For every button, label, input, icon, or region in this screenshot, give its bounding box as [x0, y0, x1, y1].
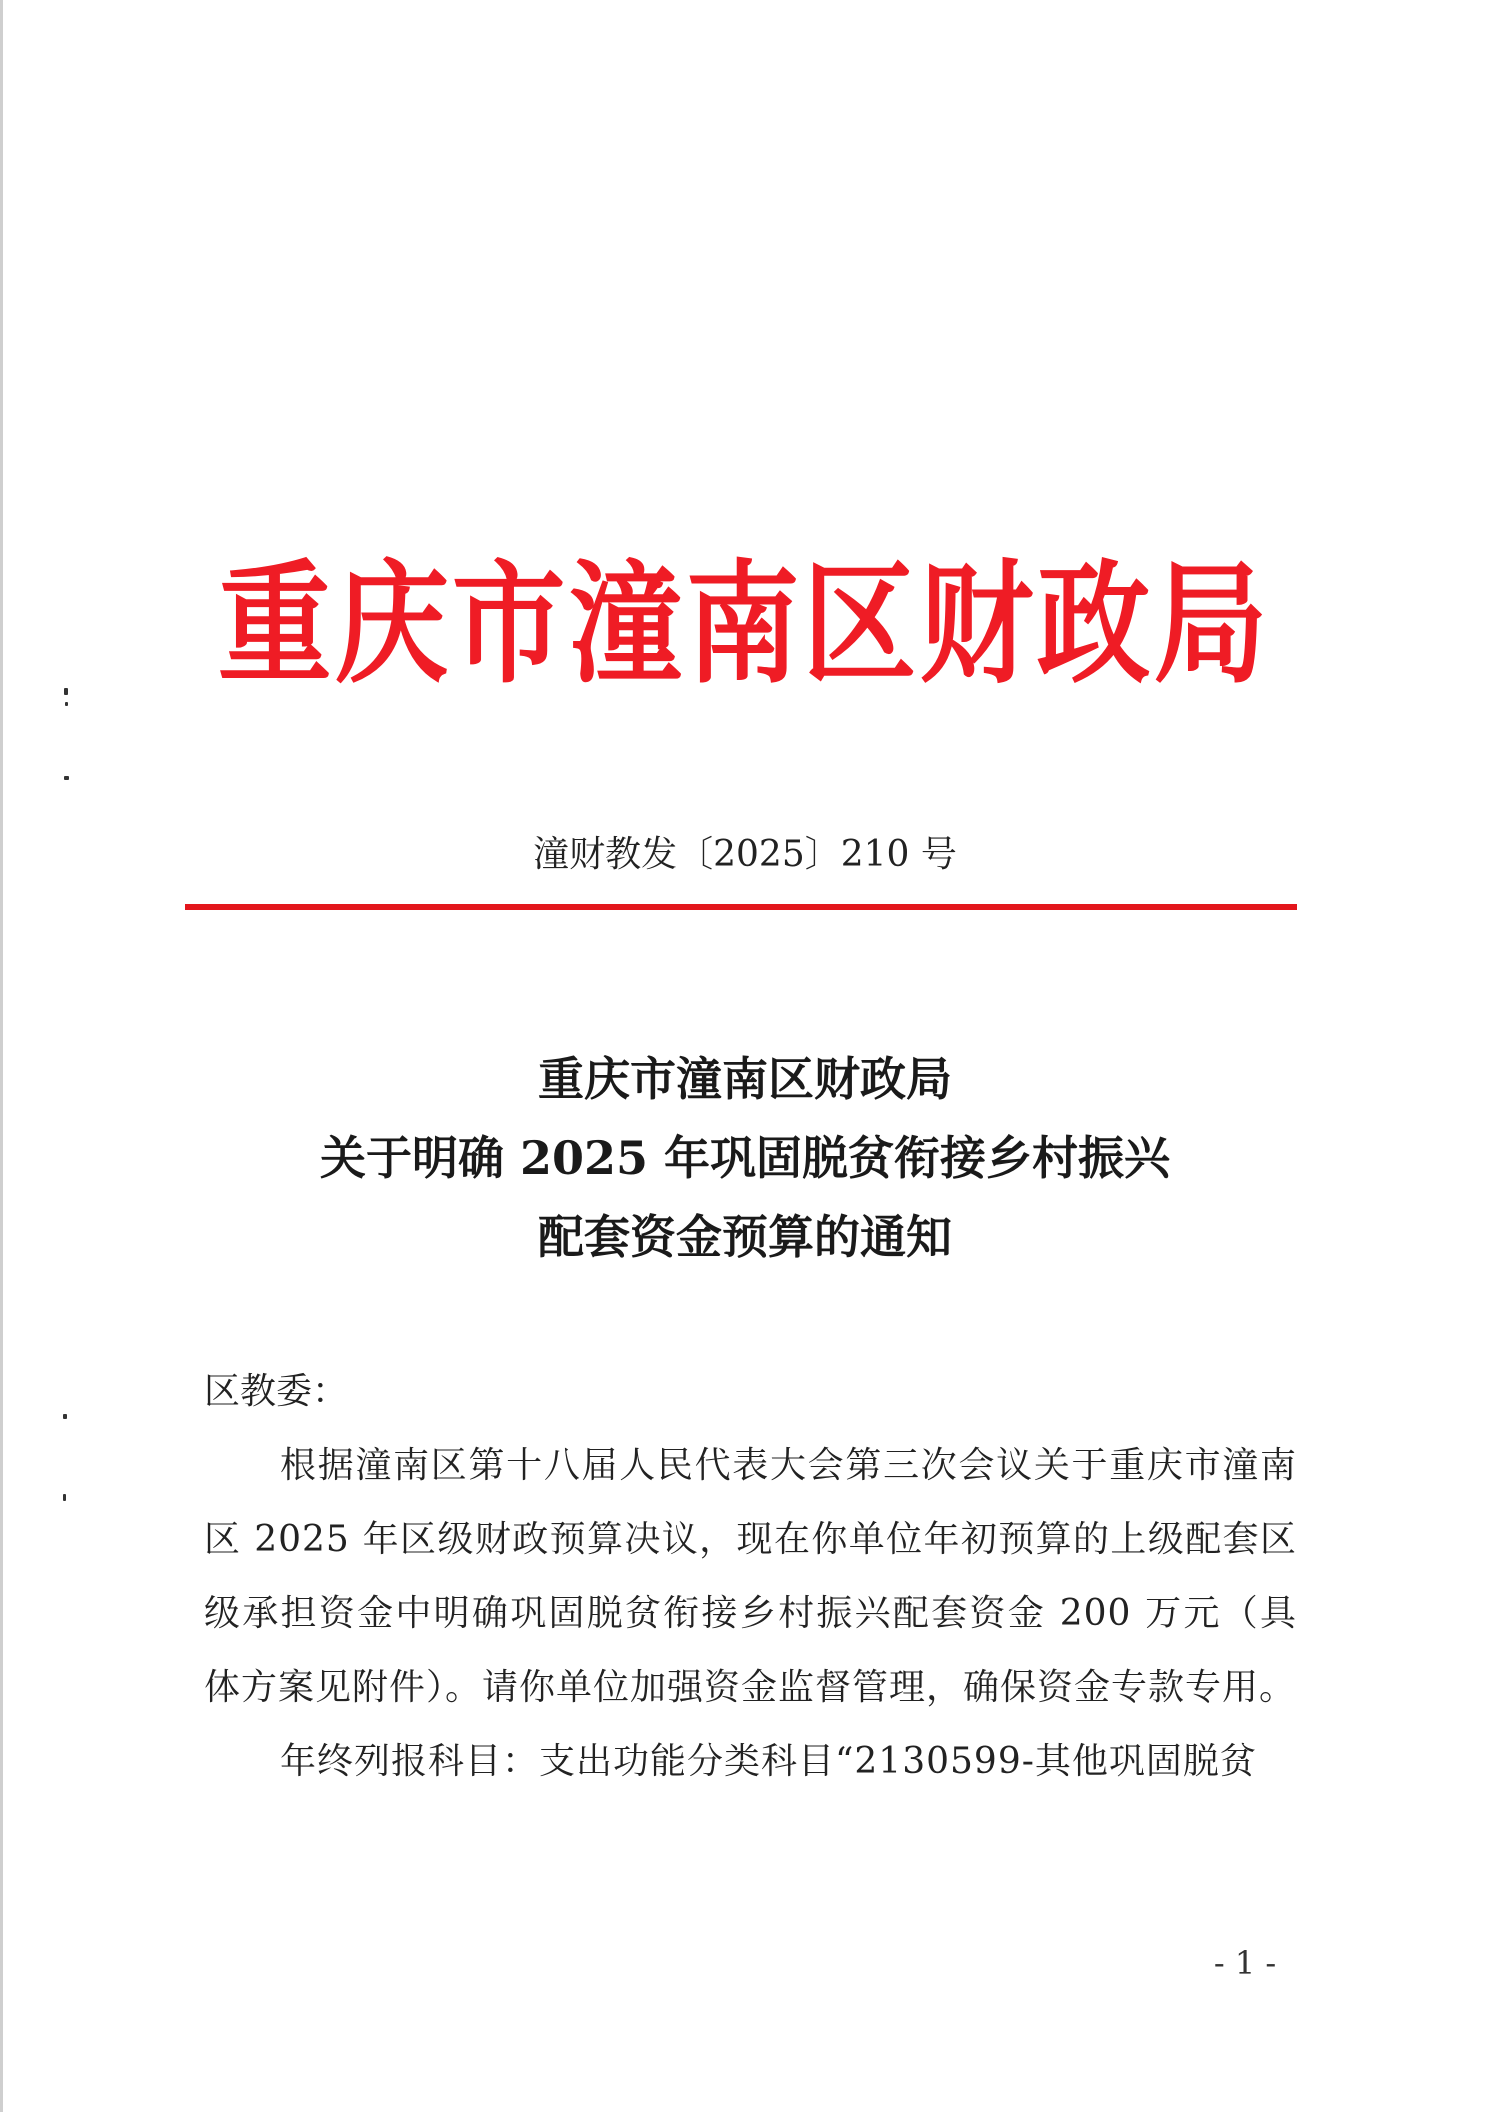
body-paragraph: 年终列报科目：支出功能分类科目“2130599-其他巩固脱贫 [280, 1741, 1257, 1782]
masthead-issuer: 重庆市潼南区财政局 [217, 547, 1271, 702]
title-line: 重庆市潼南区财政局 [538, 1052, 952, 1106]
scan-speck [65, 702, 68, 706]
document-number: 潼财教发〔2025〕210 号 [533, 834, 957, 875]
document-body [204, 1355, 1297, 1799]
document-title [0, 1040, 1490, 1277]
title-line: 配套资金预算的通知 [538, 1210, 952, 1264]
scan-speck [64, 776, 69, 780]
salutation: 区教委： [204, 1371, 349, 1412]
scan-speck [63, 1494, 66, 1501]
page-number: - 1 - [1213, 1944, 1277, 1982]
title-line: 关于明确 2025 年巩固脱贫衔接乡村振兴 [319, 1131, 1171, 1185]
red-divider-line [185, 904, 1297, 910]
body-paragraph: 根据潼南区第十八届人民代表大会第三次会议关于重庆市潼南区 2025 年区级财政预算决议，现在你单位年初预算的上级配套区级承担资金中明确巩固脱贫衔接乡村振兴配套资金 200 万元（具体方案见附件）。请你单位加强资金监督管理，确保资金专款专用。 [204, 1445, 1297, 1708]
scan-speck [63, 1414, 67, 1419]
scan-speck [64, 688, 68, 695]
